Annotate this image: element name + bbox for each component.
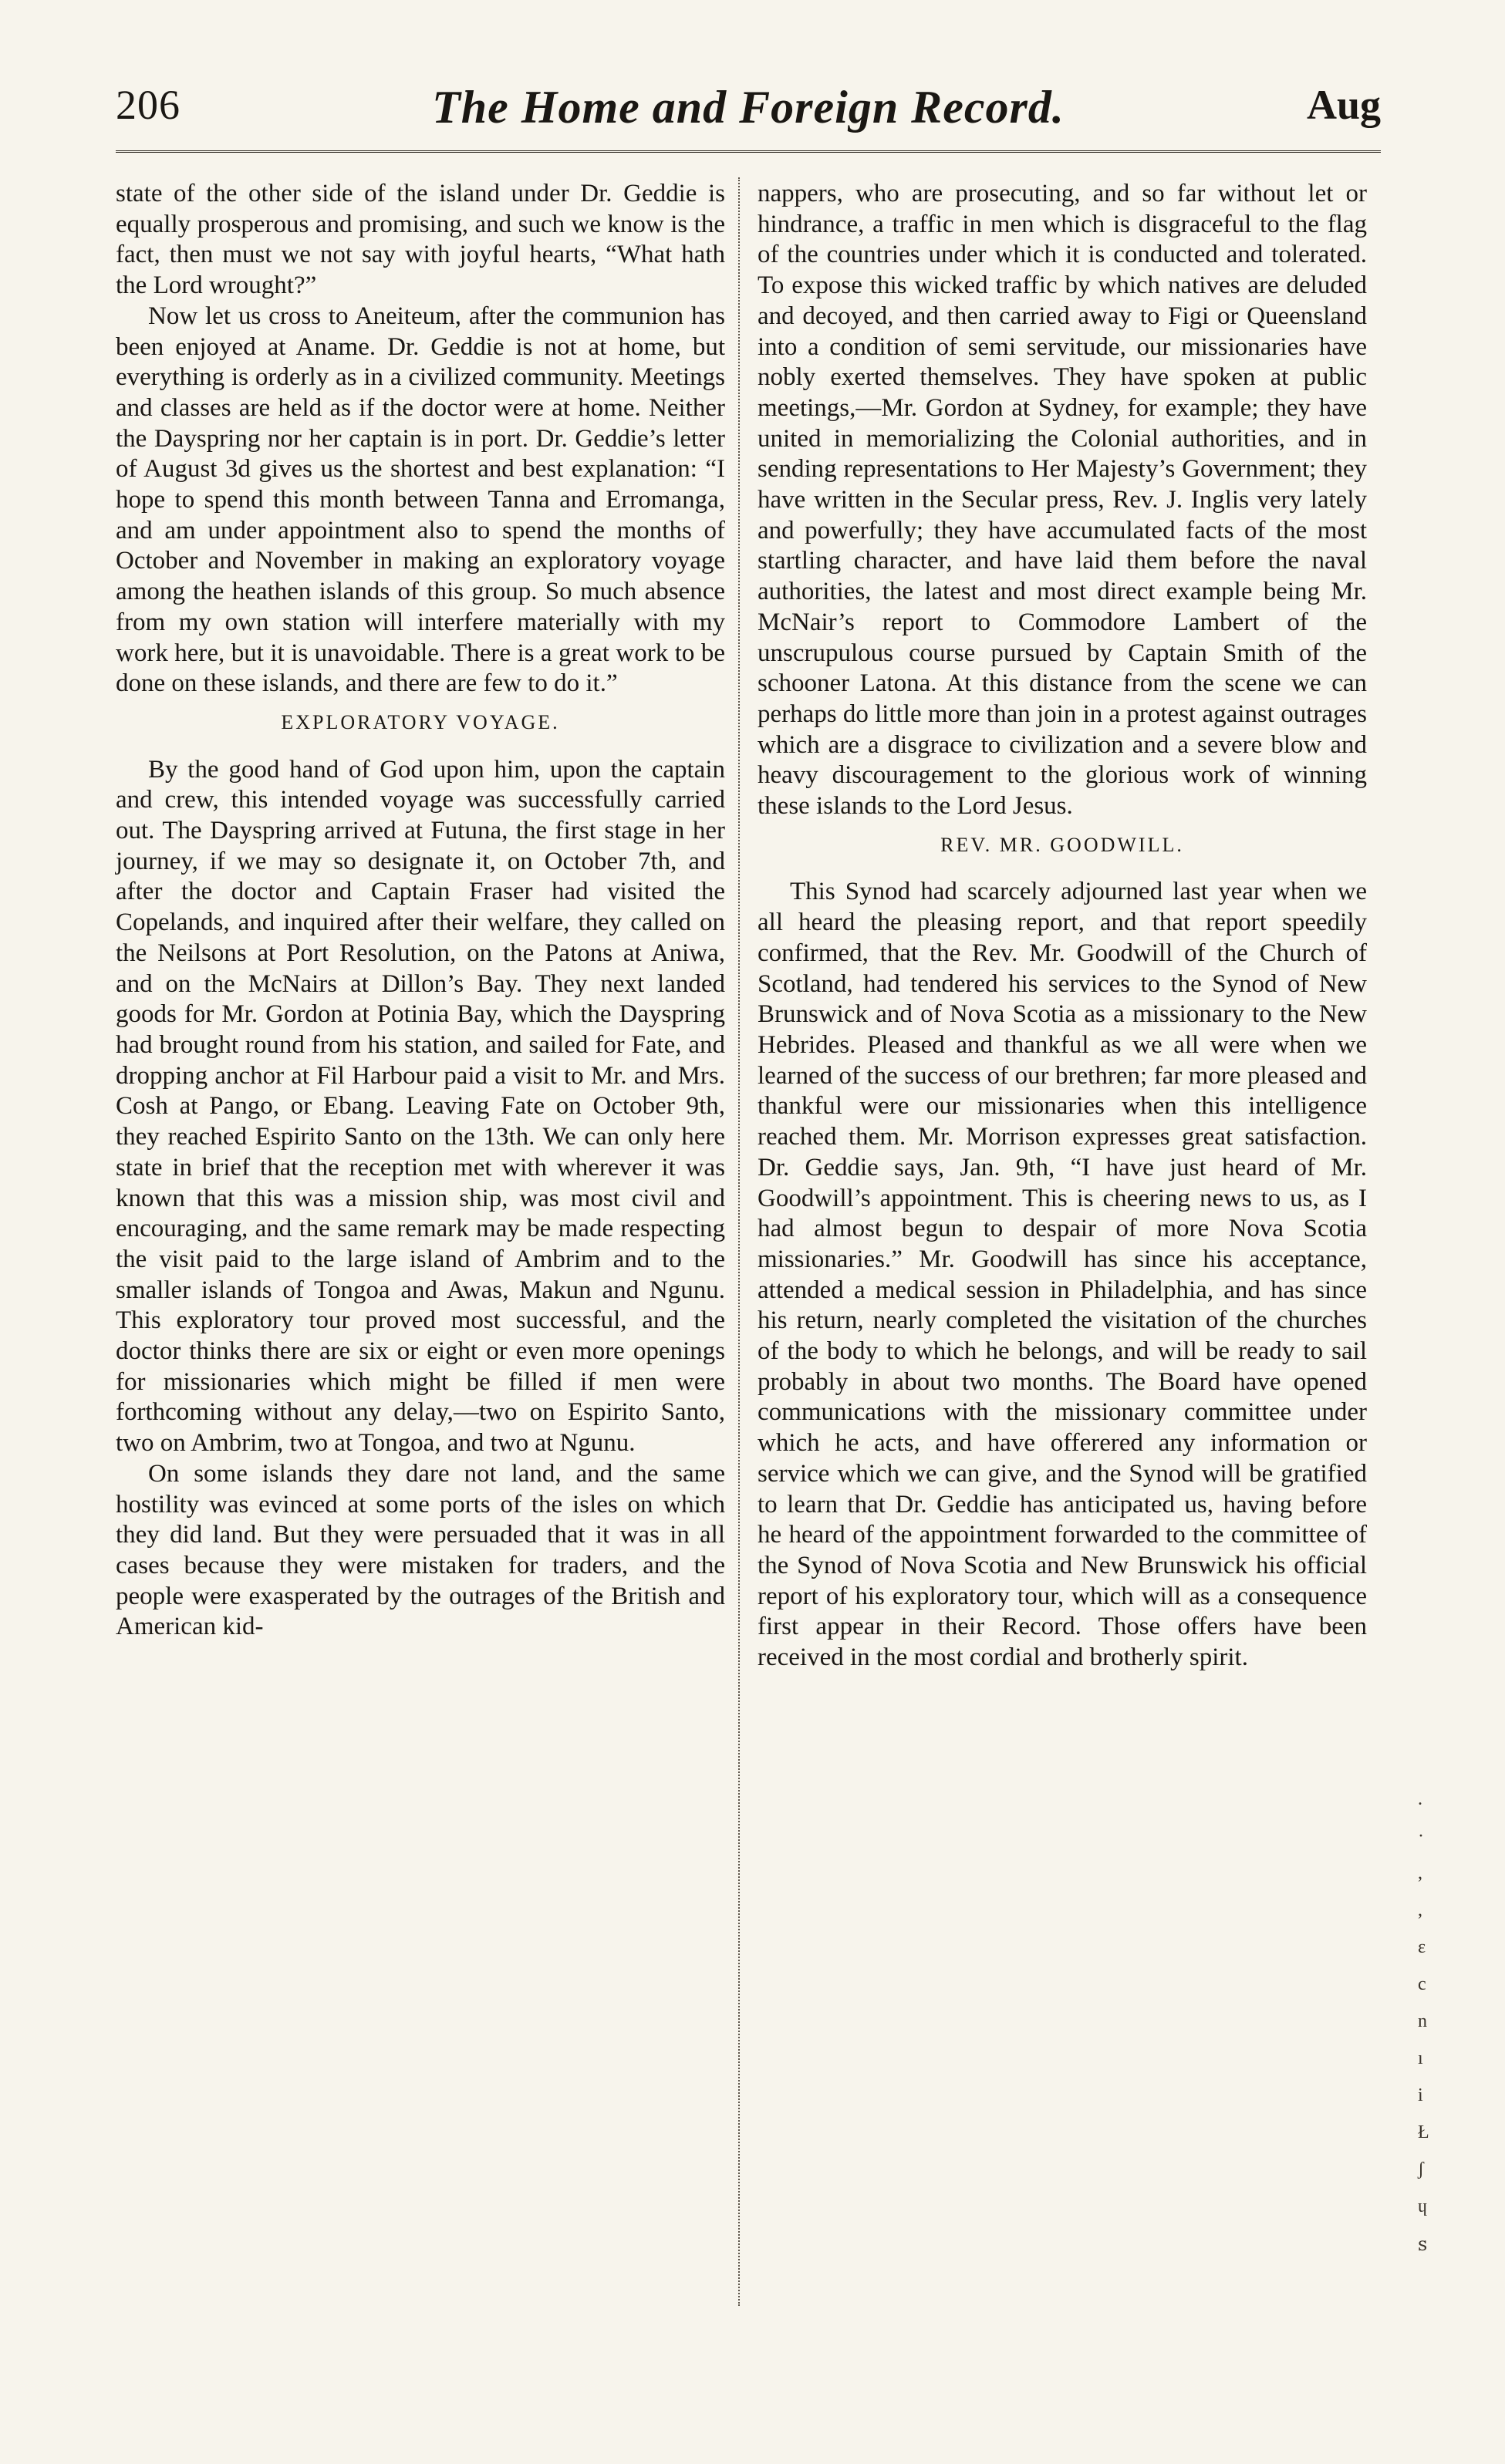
margin-mark: ɛ [1418,1937,1426,1957]
paragraph: state of the other side of the island under Dr. Geddie is equally prosperous and promising, and such we know is the fact, then must we not say with joyful hearts, “What hath the Lord wrought?” [116,180,725,300]
left-column [116,179,725,1643]
running-title: The Home and Foreign Record. [432,82,1065,133]
margin-mark: ꜱ [1418,2235,1428,2255]
column-divider [738,177,740,2306]
margin-annotations [1418,1789,1439,2283]
page-number: 206 [116,82,181,128]
paragraph: On some islands they dare not land, and the same hostility was evinced at some ports of the isles on which they did land. But they were persuaded that it was in all cases because they were mistaken for traders, and the people were exasperated by the outrages of the British and American kid- [116,1459,725,1641]
margin-mark: ı [1418,2048,1423,2068]
margin-mark: ɥ [1418,2196,1427,2216]
margin-mark: . [1418,1789,1422,1809]
paragraph: Now let us cross to Aneiteum, after the communion has been enjoyed at Aname. Dr. Geddie is not at home, but everything is orderly as in a civilized community. Meetings and classes are held as if the doctor were at home. Neither the Dayspring nor her captain is in port. Dr. Geddie’s letter of August 3d gives us the shortest and best explanation: “I hope to spend this month between Tanna and Erromanga, and am under appointment also to spend the months of October and November in making an exploratory voyage among the heathen islands of this group. So much absence from my own station will interfere materially with my work here, but it is unavoidable. There is a great work to be done on these islands, and there are few to do it.” [116,302,725,698]
paragraph: This Synod had scarcely adjourned last year when we all heard the pleasing report, and that report speedily confirmed, that the Rev. Mr. Goodwill of the Church of Scotland, had tendered his services to the Synod of New Brunswick and of Nova Scotia as a missionary to the New Hebrides. Pleased and thankful as we all were when we learned of the success of our brethren; far more pleased and thankful were our missionaries when this intelligence reached them. Mr. Morrison expresses great satisfaction. Dr. Geddie says, Jan. 9th, “I have just heard of Mr. Goodwill’s appointment. This is cheering news to us, as I had almost begun to despair of more Nova Scotia missionaries.” Mr. Goodwill has since his acceptance, attended a medical session in Philadelphia, and has since his return, nearly completed the visitation of the churches of the body to which he belongs, and will be ready to sail probably in about two months. The Board have opened communications with the missionary committee under which he acts, and have offerered any information or service which we can give, and the Synod will be gratified to learn that Dr. Geddie has anticipated us, having before he heard of the appointment forwarded to the committee of the Synod of Nova Scotia and New Brunswick his official report of his exploratory tour, which will as a consequence first appear in their Record. Those offers have been received in the most cordial and brotherly spirit. [758,878,1367,1672]
page-header [116,81,1381,150]
margin-mark: ʃ [1418,2159,1424,2179]
section-heading-exploratory-voyage: EXPLORATORY VOYAGE. [281,710,560,733]
margin-mark: n [1418,2011,1427,2031]
margin-mark: i [1418,2085,1423,2105]
margin-mark: Ł [1418,2122,1429,2142]
section-heading-rev-goodwill: REV. MR. GOODWILL. [940,833,1184,856]
margin-mark: · [1418,1826,1424,1846]
paragraph: By the good hand of God upon him, upon the captain and crew, this intended voyage was successfully carried out. The Dayspring arrived at Futuna, the first stage in her journey, if we may so designate it, on October 7th, and after the doctor and Captain Fraser had visited the Copelands, and inquired after their welfare, they called on the Neilsons at Port Resolution, on the Patons at Aniwa, and on the McNairs at Dillon’s Bay. They next landed goods for Mr. Gordon at Potinia Bay, which the Dayspring had brought round from his station, and sailed for Fate, and dropping anchor at Fil Harbour paid a visit to Mr. and Mrs. Cosh at Pango, or Ebang. Leaving Fate on October 9th, they reached Espirito Santo on the 13th. We can only here state in brief that the reception met with wherever it was known that this was a mission ship, was most civil and encouraging, and the same remark may be made respecting the visit paid to the large island of Ambrim and to the smaller islands of Tongoa and Awas, Makun and Ngunu. This exploratory tour proved most successful, and the doctor thinks there are six or eight or even more openings for missionaries which might be filled if men were forthcoming without any delay,—two on Espirito Santo, two on Ambrim, two at Tongoa, and two at Ngunu. [116,755,725,1458]
margin-mark: , [1418,1900,1422,1920]
margin-mark: , [1418,1863,1422,1883]
right-column [758,179,1367,1674]
running-month: Aug [1306,82,1381,128]
header-rule [116,150,1381,153]
paragraph: nappers, who are prosecuting, and so far without let or hindrance, a traffic in men which is disgraceful to the flag of the countries under which it is conducted and tolerated. To expose this wicked traffic by which natives are deluded and decoyed, and then carried away to Figi or Queensland into a condition of semi servitude, our missionaries have nobly exerted themselves. They have spoken at public meetings,—Mr. Gordon at Sydney, for example; they have united in memorializing the Colonial authorities, and in sending representations to Her Majesty’s Government; they have written in the Secular press, Rev. J. Inglis very lately and powerfully; they have accumulated facts of the most startling character, and have laid them before the naval authorities, the latest and most direct example being Mr. McNair’s report to Commodore Lambert of the unscrupulous course pursued by Captain Smith of the schooner Latona. At this distance from the scene we can perhaps do little more than join in a protest against outrages which are a disgrace to civilization and a severe blow and heavy discouragement to the glorious work of winning these islands to the Lord Jesus. [758,180,1367,821]
margin-mark: c [1418,1974,1426,1994]
